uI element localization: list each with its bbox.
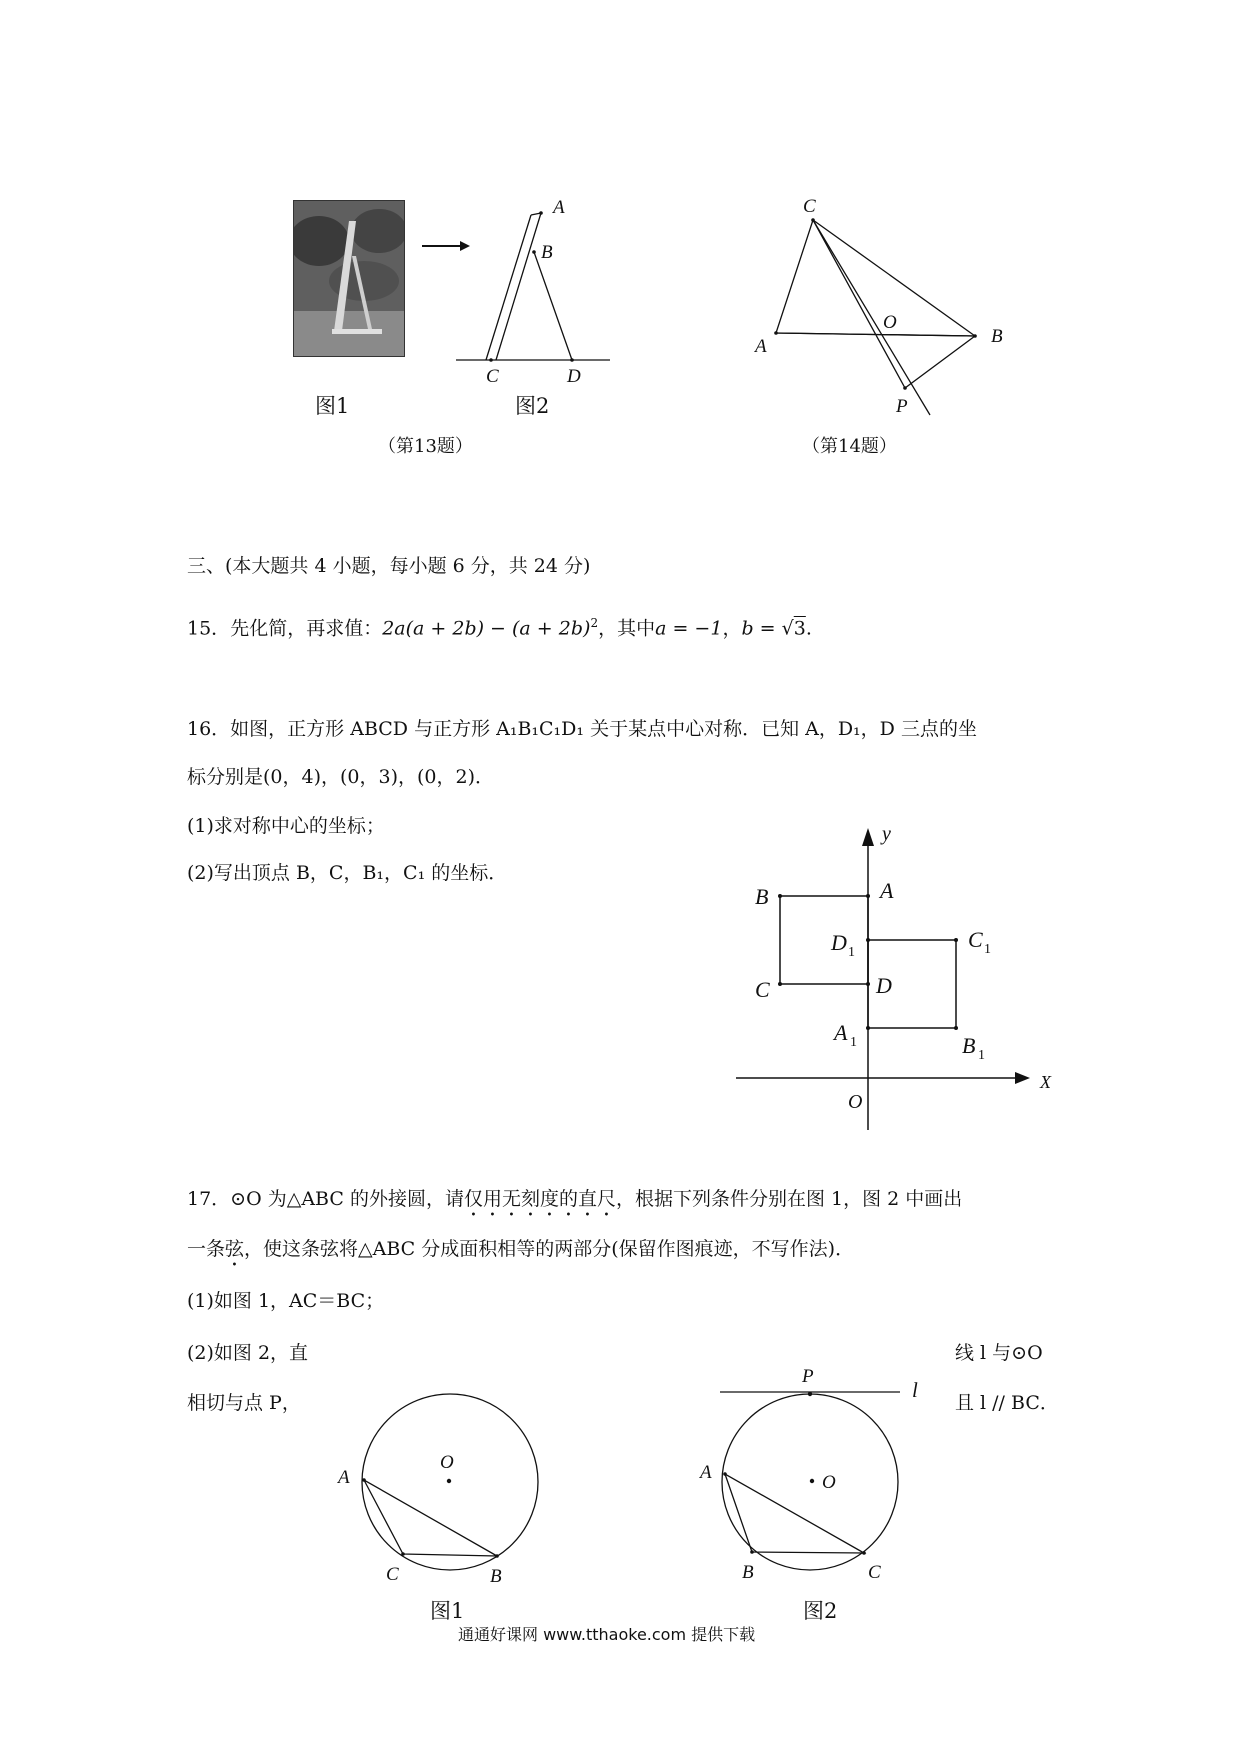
q17-fig2-label-B: B xyxy=(742,1562,754,1583)
q13-caption: （第13题） xyxy=(378,436,473,457)
q16-coordinate-diagram xyxy=(730,820,1060,1135)
q17-line2 xyxy=(187,1238,854,1271)
q16-sub2: (2)写出顶点 B，C，B₁，C₁ 的坐标． xyxy=(187,862,508,884)
q17-fig1-label-A: A xyxy=(338,1467,350,1488)
q13-label-B: B xyxy=(541,242,553,263)
q15-where: ，其中 xyxy=(598,617,656,640)
q16-label-B: B xyxy=(755,884,769,909)
q15-expression: 2a(a + 2b) − (a + 2b) xyxy=(382,617,591,640)
q13-fig2-diagram xyxy=(450,190,620,390)
q14-label-P: P xyxy=(896,396,908,417)
q17-fig1-label-O: O xyxy=(440,1452,454,1473)
q17-sub2-left: (2)如图 2，直 xyxy=(187,1342,309,1364)
q14-label-B: B xyxy=(991,326,1003,347)
q17-fig2-label: 图2 xyxy=(803,1599,838,1623)
q13-photo xyxy=(293,200,405,357)
q14-label-C: C xyxy=(803,196,816,217)
q17-fig1-label-B: B xyxy=(490,1566,502,1587)
q16-label-x: X xyxy=(1040,1072,1051,1092)
q13-label-A: A xyxy=(553,197,565,218)
q17-line1-a: 17．⊙O 为△ABC 的外接圆，请 xyxy=(187,1188,464,1210)
q16-sub1: (1)求对称中心的坐标； xyxy=(187,815,385,837)
q17-fig2-label-O: O xyxy=(822,1472,836,1493)
q16-label-D1: D xyxy=(831,930,847,955)
q15-number: 15． xyxy=(187,617,231,640)
q17-fig1-diagram xyxy=(330,1380,560,1590)
q17-sub2-right: 线 l 与⊙O xyxy=(955,1342,1043,1364)
q15-sep: ， xyxy=(722,617,742,640)
q16-label-A1: A xyxy=(834,1020,848,1045)
q17-line2-b: ，使这条弦将△ABC 分成面积相等的两部分(保留作图痕迹，不写作法)． xyxy=(244,1238,855,1260)
q17-fig2-diagram xyxy=(690,1352,950,1592)
q13-label-D: D xyxy=(567,366,581,387)
q17-line1-b: ，根据下列条件分别在图 1，图 2 中画出 xyxy=(615,1188,963,1210)
q17-fig2-label-P: P xyxy=(802,1366,814,1387)
q16-label-D1-sub: 1 xyxy=(848,945,855,960)
q16-label-C1-sub: 1 xyxy=(984,942,991,957)
q15-sqrt-value: 3 xyxy=(793,617,806,640)
q16-label-D: D xyxy=(876,973,892,998)
section-heading: 三、(本大题共 4 小题，每小题 6 分，共 24 分) xyxy=(187,555,591,577)
q14-label-O: O xyxy=(883,312,897,333)
footer-text: 通通好课网 www.tthaoke.com 提供下载 xyxy=(458,1625,756,1644)
q17-line2-a: 一条 xyxy=(187,1238,226,1260)
q15-text xyxy=(187,616,812,640)
sqrt-symbol: √ xyxy=(781,617,794,640)
q15-a-value: a = −1 xyxy=(655,617,723,640)
q16-line1: 16．如图，正方形 ABCD 与正方形 A₁B₁C₁D₁ 关于某点中心对称．已知 A，D₁，D 三点的坐 xyxy=(187,718,977,740)
q14-diagram xyxy=(750,190,1020,420)
q16-label-A1-sub: 1 xyxy=(850,1035,857,1050)
q16-label-B1: B xyxy=(962,1033,976,1058)
q13-fig2-label: 图2 xyxy=(515,394,550,418)
q13-fig1-label: 图1 xyxy=(315,394,350,418)
q17-line1-emphasis: 仅用无刻度的直尺 xyxy=(463,1188,616,1210)
q15-exponent: 2 xyxy=(590,616,599,630)
q16-line2: 标分别是(0，4)，(0，3)，(0，2)． xyxy=(187,766,495,788)
q17-fig1-label: 图1 xyxy=(430,1599,465,1623)
q17-sub1: (1)如图 1，AC＝BC； xyxy=(187,1290,385,1312)
q17-fig2-label-C: C xyxy=(868,1562,881,1583)
q15-prompt: 先化简，再求值： xyxy=(230,617,383,640)
q16-label-C1: C xyxy=(968,927,983,952)
q15-b-eq: b = xyxy=(741,617,782,640)
q15-end: . xyxy=(805,617,812,640)
q17-line1 xyxy=(187,1188,962,1221)
q13-label-C: C xyxy=(486,366,499,387)
q17-fig1-label-C: C xyxy=(386,1564,399,1585)
q16-label-B1-sub: 1 xyxy=(978,1048,985,1063)
q17-line2-emphasis: 弦 xyxy=(225,1238,245,1260)
q16-label-y: y xyxy=(882,823,891,845)
q17-sub2-left2: 相切与点 P， xyxy=(187,1392,301,1414)
q14-caption: （第14题） xyxy=(802,436,897,457)
q16-label-C: C xyxy=(755,977,770,1002)
q16-label-O: O xyxy=(848,1091,863,1113)
q16-label-A: A xyxy=(880,878,894,903)
q14-label-A: A xyxy=(755,336,767,357)
q17-fig2-label-A: A xyxy=(700,1462,712,1483)
q17-sub2-right2: 且 l // BC． xyxy=(955,1392,1059,1414)
q17-fig2-label-l: l xyxy=(912,1378,918,1402)
